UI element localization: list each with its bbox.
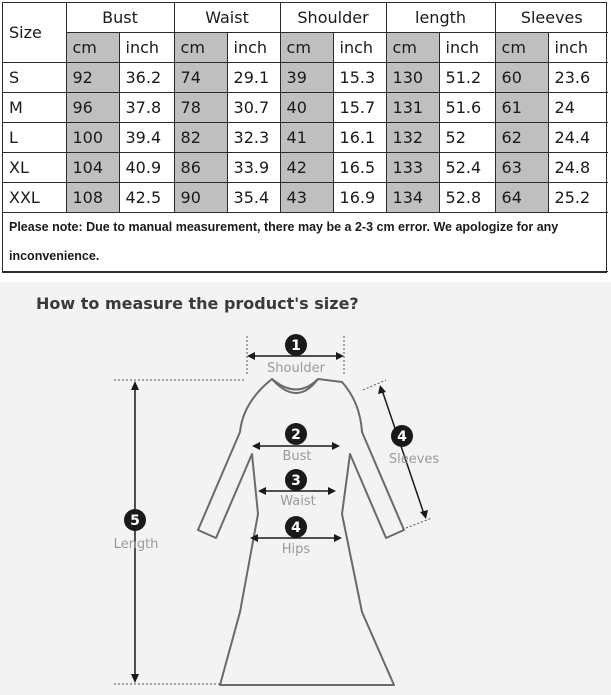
cm-cell: 42 [280,153,333,183]
size-chart-table [2,2,607,273]
table-row [3,123,608,153]
table-row [3,63,608,93]
size-grid [3,3,608,272]
header-length: length [386,3,495,33]
measurement-note: Please note: Due to manual measurement, there may be a 2-3 cm error. We apologize for any inconvenience. [3,213,608,272]
guide-title: How to measure the product's size? [36,294,359,313]
cm-cell: 131 [386,93,439,123]
label-hips: Hips [281,542,311,557]
unit-cm: cm [280,33,333,63]
cm-cell: 40 [280,93,333,123]
unit-inch: inch [548,33,608,63]
inch-cell: 52.8 [439,183,495,213]
unit-inch: inch [227,33,280,63]
table-row [3,93,608,123]
inch-cell: 37.8 [119,93,174,123]
cm-cell: 60 [495,63,548,93]
unit-cm: cm [66,33,119,63]
inch-cell: 39.4 [119,123,174,153]
inch-cell: 32.3 [227,123,280,153]
inch-cell: 36.2 [119,63,174,93]
inch-cell: 40.9 [119,153,174,183]
unit-cm: cm [174,33,227,63]
table-row [3,183,608,213]
marker-4-sleeves-number: 4 [397,429,407,445]
inch-cell: 52.4 [439,153,495,183]
inch-cell: 16.1 [333,123,386,153]
unit-inch: inch [333,33,386,63]
inch-cell: 52 [439,123,495,153]
cm-cell: 82 [174,123,227,153]
cm-cell: 86 [174,153,227,183]
inch-cell: 42.5 [119,183,174,213]
cm-cell: 100 [66,123,119,153]
inch-cell: 15.7 [333,93,386,123]
inch-cell: 33.9 [227,153,280,183]
header-row [3,3,608,33]
cm-cell: 61 [495,93,548,123]
cm-cell: 134 [386,183,439,213]
size-rows [3,63,608,213]
unit-inch: inch [119,33,174,63]
cm-cell: 64 [495,183,548,213]
cm-cell: 104 [66,153,119,183]
cm-cell: 63 [495,153,548,183]
cm-cell: 43 [280,183,333,213]
header-waist: Waist [174,3,280,33]
size-cell: L [3,123,66,153]
cm-cell: 132 [386,123,439,153]
measure-guide [0,282,611,695]
header-sleeves: Sleeves [495,3,608,33]
inch-cell: 25.2 [548,183,608,213]
cm-cell: 133 [386,153,439,183]
unit-row [3,33,608,63]
cm-cell: 108 [66,183,119,213]
inch-cell: 24.8 [548,153,608,183]
inch-cell: 24.4 [548,123,608,153]
cm-cell: 90 [174,183,227,213]
inch-cell: 16.9 [333,183,386,213]
unit-cm: cm [495,33,548,63]
inch-cell: 51.6 [439,93,495,123]
label-shoulder: Shoulder [267,361,325,376]
inch-cell: 35.4 [227,183,280,213]
marker-2-number: 2 [291,427,301,443]
size-cell: XXL [3,183,66,213]
inch-cell: 23.6 [548,63,608,93]
inch-cell: 51.2 [439,63,495,93]
label-waist: Waist [280,494,316,509]
cm-cell: 130 [386,63,439,93]
marker-3-number: 3 [291,473,301,489]
header-shoulder: Shoulder [280,3,386,33]
size-cell: XL [3,153,66,183]
cm-cell: 74 [174,63,227,93]
note-row [3,213,608,272]
inch-cell: 24 [548,93,608,123]
label-length: Length [113,537,159,552]
inch-cell: 29.1 [227,63,280,93]
cm-cell: 92 [66,63,119,93]
marker-1-number: 1 [291,338,301,354]
label-sleeves: Sleeves [388,452,440,467]
inch-cell: 15.3 [333,63,386,93]
table-row [3,153,608,183]
size-cell: M [3,93,66,123]
inch-cell: 16.5 [333,153,386,183]
cm-cell: 39 [280,63,333,93]
label-bust: Bust [282,449,312,464]
inch-cell: 30.7 [227,93,280,123]
cm-cell: 62 [495,123,548,153]
cm-cell: 41 [280,123,333,153]
unit-cm: cm [386,33,439,63]
header-size: Size [3,3,66,63]
unit-inch: inch [439,33,495,63]
size-cell: S [3,63,66,93]
marker-4-number: 4 [291,520,301,536]
marker-5-number: 5 [130,513,140,529]
dress-diagram [0,282,611,695]
cm-cell: 96 [66,93,119,123]
header-bust: Bust [66,3,174,33]
cm-cell: 78 [174,93,227,123]
